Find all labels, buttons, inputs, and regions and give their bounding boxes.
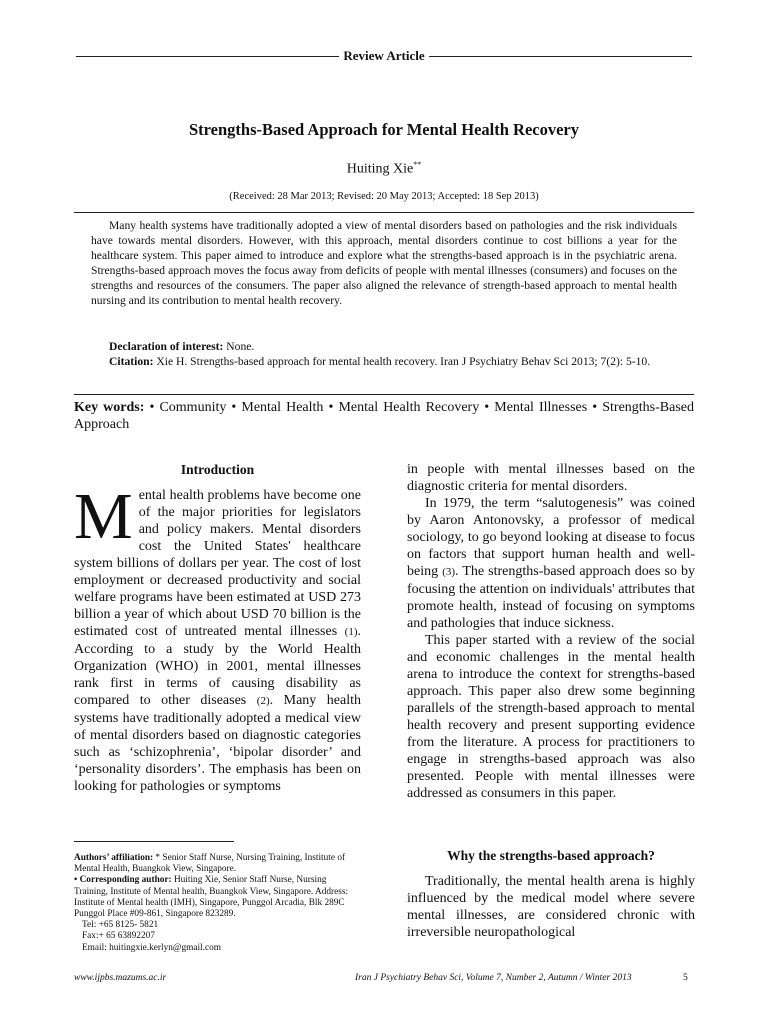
ref-2: (2) xyxy=(256,695,270,707)
declaration: Declaration of interest: None. xyxy=(109,340,255,353)
tel: Tel: +65 8125- 5821 xyxy=(82,920,159,931)
declaration-block xyxy=(91,339,677,369)
continued-paragraph: in people with mental illnesses based on the diagnostic criteria for mental disorders. xyxy=(407,462,695,494)
footer-url[interactable]: www.ijpbs.mazums.ac.ir xyxy=(74,973,167,983)
keywords: Key words: • Community • Mental Health • Mental Health Recovery • Mental Illnesses • Strengths-Based Approach xyxy=(74,400,695,432)
ref-3: (3) xyxy=(442,566,456,578)
citation: Citation: Xie H. Strengths-based approach for mental health recovery. Iran J Psychiatry Behav Sci 2013; 7(2): 5-10. xyxy=(109,355,651,368)
intro-paragraph: Mental health problems have become one of the major priorities for legislators and policy makers. Mental disorders cost the United States' healthcare system billions of dollars per year. The cost of lost employment or decreased productivity and social welfare programs have been estimated at USD 273 billion a year of which about USD 70 billion is the estimated cost of untreated mental illnesses (1). According to a study by the World Health Organization (WHO) in 2001, mental illnesses rank first in terms of causing disability as compared to other diseases (2). Many health systems have traditionally adopted a medical view of mental disorders based on diagnostic categories such as ‘schizophrenia’, ‘bipolar disorder’ and ‘personality disorders’. The emphasis has been on looking for pathologies or symptoms xyxy=(74,480,361,794)
right-column xyxy=(407,461,695,802)
author-name: Huiting Xie xyxy=(346,161,414,177)
abstract-top-rule xyxy=(74,212,694,213)
left-column xyxy=(74,480,361,795)
article-title: Strengths-Based Approach for Mental Health Recovery xyxy=(188,120,579,139)
page-number: 5 xyxy=(683,973,688,983)
corresponding-author: • Corresponding author: Huiting Xie, Senior Staff Nurse, Nursing Training, Institute of Mental health, Buangkok View, Singapore. Address: Institute of Mental health (IMH), Singapore, Punggol Arcadia, Blk 289C Punggol Place #09-861, Singapore 823289. xyxy=(74,875,349,920)
article-dates: (Received: 28 Mar 2013; Revised: 20 May 2013; Accepted: 18 Sep 2013) xyxy=(229,191,539,202)
abstract-text: Many health systems have traditionally adopted a view of mental disorders based on pathologies and the risk individuals have towards mental disorders. However, with this approach, mental disorders continue to cost billions a year for the healthcare system. This paper aimed to introduce and explore what the strengths-based approach is in the psychiatric arena. Strengths-based approach moves the focus away from deficits of people with mental illnesses (consumers) and focuses on the strengths and resources of the consumers. The paper also aligned the relevance of strength-based approach to mental health nursing and its contribution to mental health recovery. xyxy=(91,219,677,307)
fax: Fax:+ 65 63892207 xyxy=(82,931,155,942)
why-heading: Why the strengths-based approach? xyxy=(447,848,655,863)
author-affiliation xyxy=(74,853,362,954)
salutogenesis-paragraph: In 1979, the term “salutogenesis” was coined by Aaron Antonovsky, a professor of medical sociology, to go beyond looking at disease to focus on factors that support human health and well-being (3). The strengths-based approach does so by focusing the attention on individuals' attributes that promote health, instead of focusing on symptoms and pathologies that induce sickness. xyxy=(407,496,695,631)
affiliation-text: Authors’ affiliation: * Senior Staff Nurse, Nursing Training, Institute of Mental Health, Buangkok View, Singapore. xyxy=(74,853,346,875)
section-label: Review Article xyxy=(339,48,428,63)
section-banner xyxy=(76,48,692,64)
right-column-lower xyxy=(407,873,695,941)
footnote-rule xyxy=(74,841,234,842)
introduction-heading: Introduction xyxy=(180,462,255,477)
abstract xyxy=(91,218,677,308)
email: Email: huitingxie.kerlyn@gmail.com xyxy=(82,942,221,953)
author-mark: ** xyxy=(413,160,422,169)
footer-journal: Iran J Psychiatry Behav Sci, Volume 7, Number 2, Autumn / Winter 2013 xyxy=(355,973,632,983)
author-line xyxy=(76,160,692,178)
abstract-bottom-rule xyxy=(74,394,694,395)
drop-cap: M xyxy=(74,480,133,553)
medical-model-paragraph: Traditionally, the mental health arena is highly influenced by the medical model where severe mental illnesses, are considered chronic with irreversible neuropathological xyxy=(407,874,695,940)
paper-overview-paragraph: This paper started with a review of the social and economic challenges in the mental health arena to introduce the context for strengths-based approach. This paper also drew some beginning parallels of the strength-based approach to mental health recovery and present supporting evidence from the literature. A process for practitioners to engage in strengths-based approach was also presented. People with mental illnesses were addressed as consumers in this paper. xyxy=(407,633,695,801)
ref-1: (1) xyxy=(344,626,358,638)
